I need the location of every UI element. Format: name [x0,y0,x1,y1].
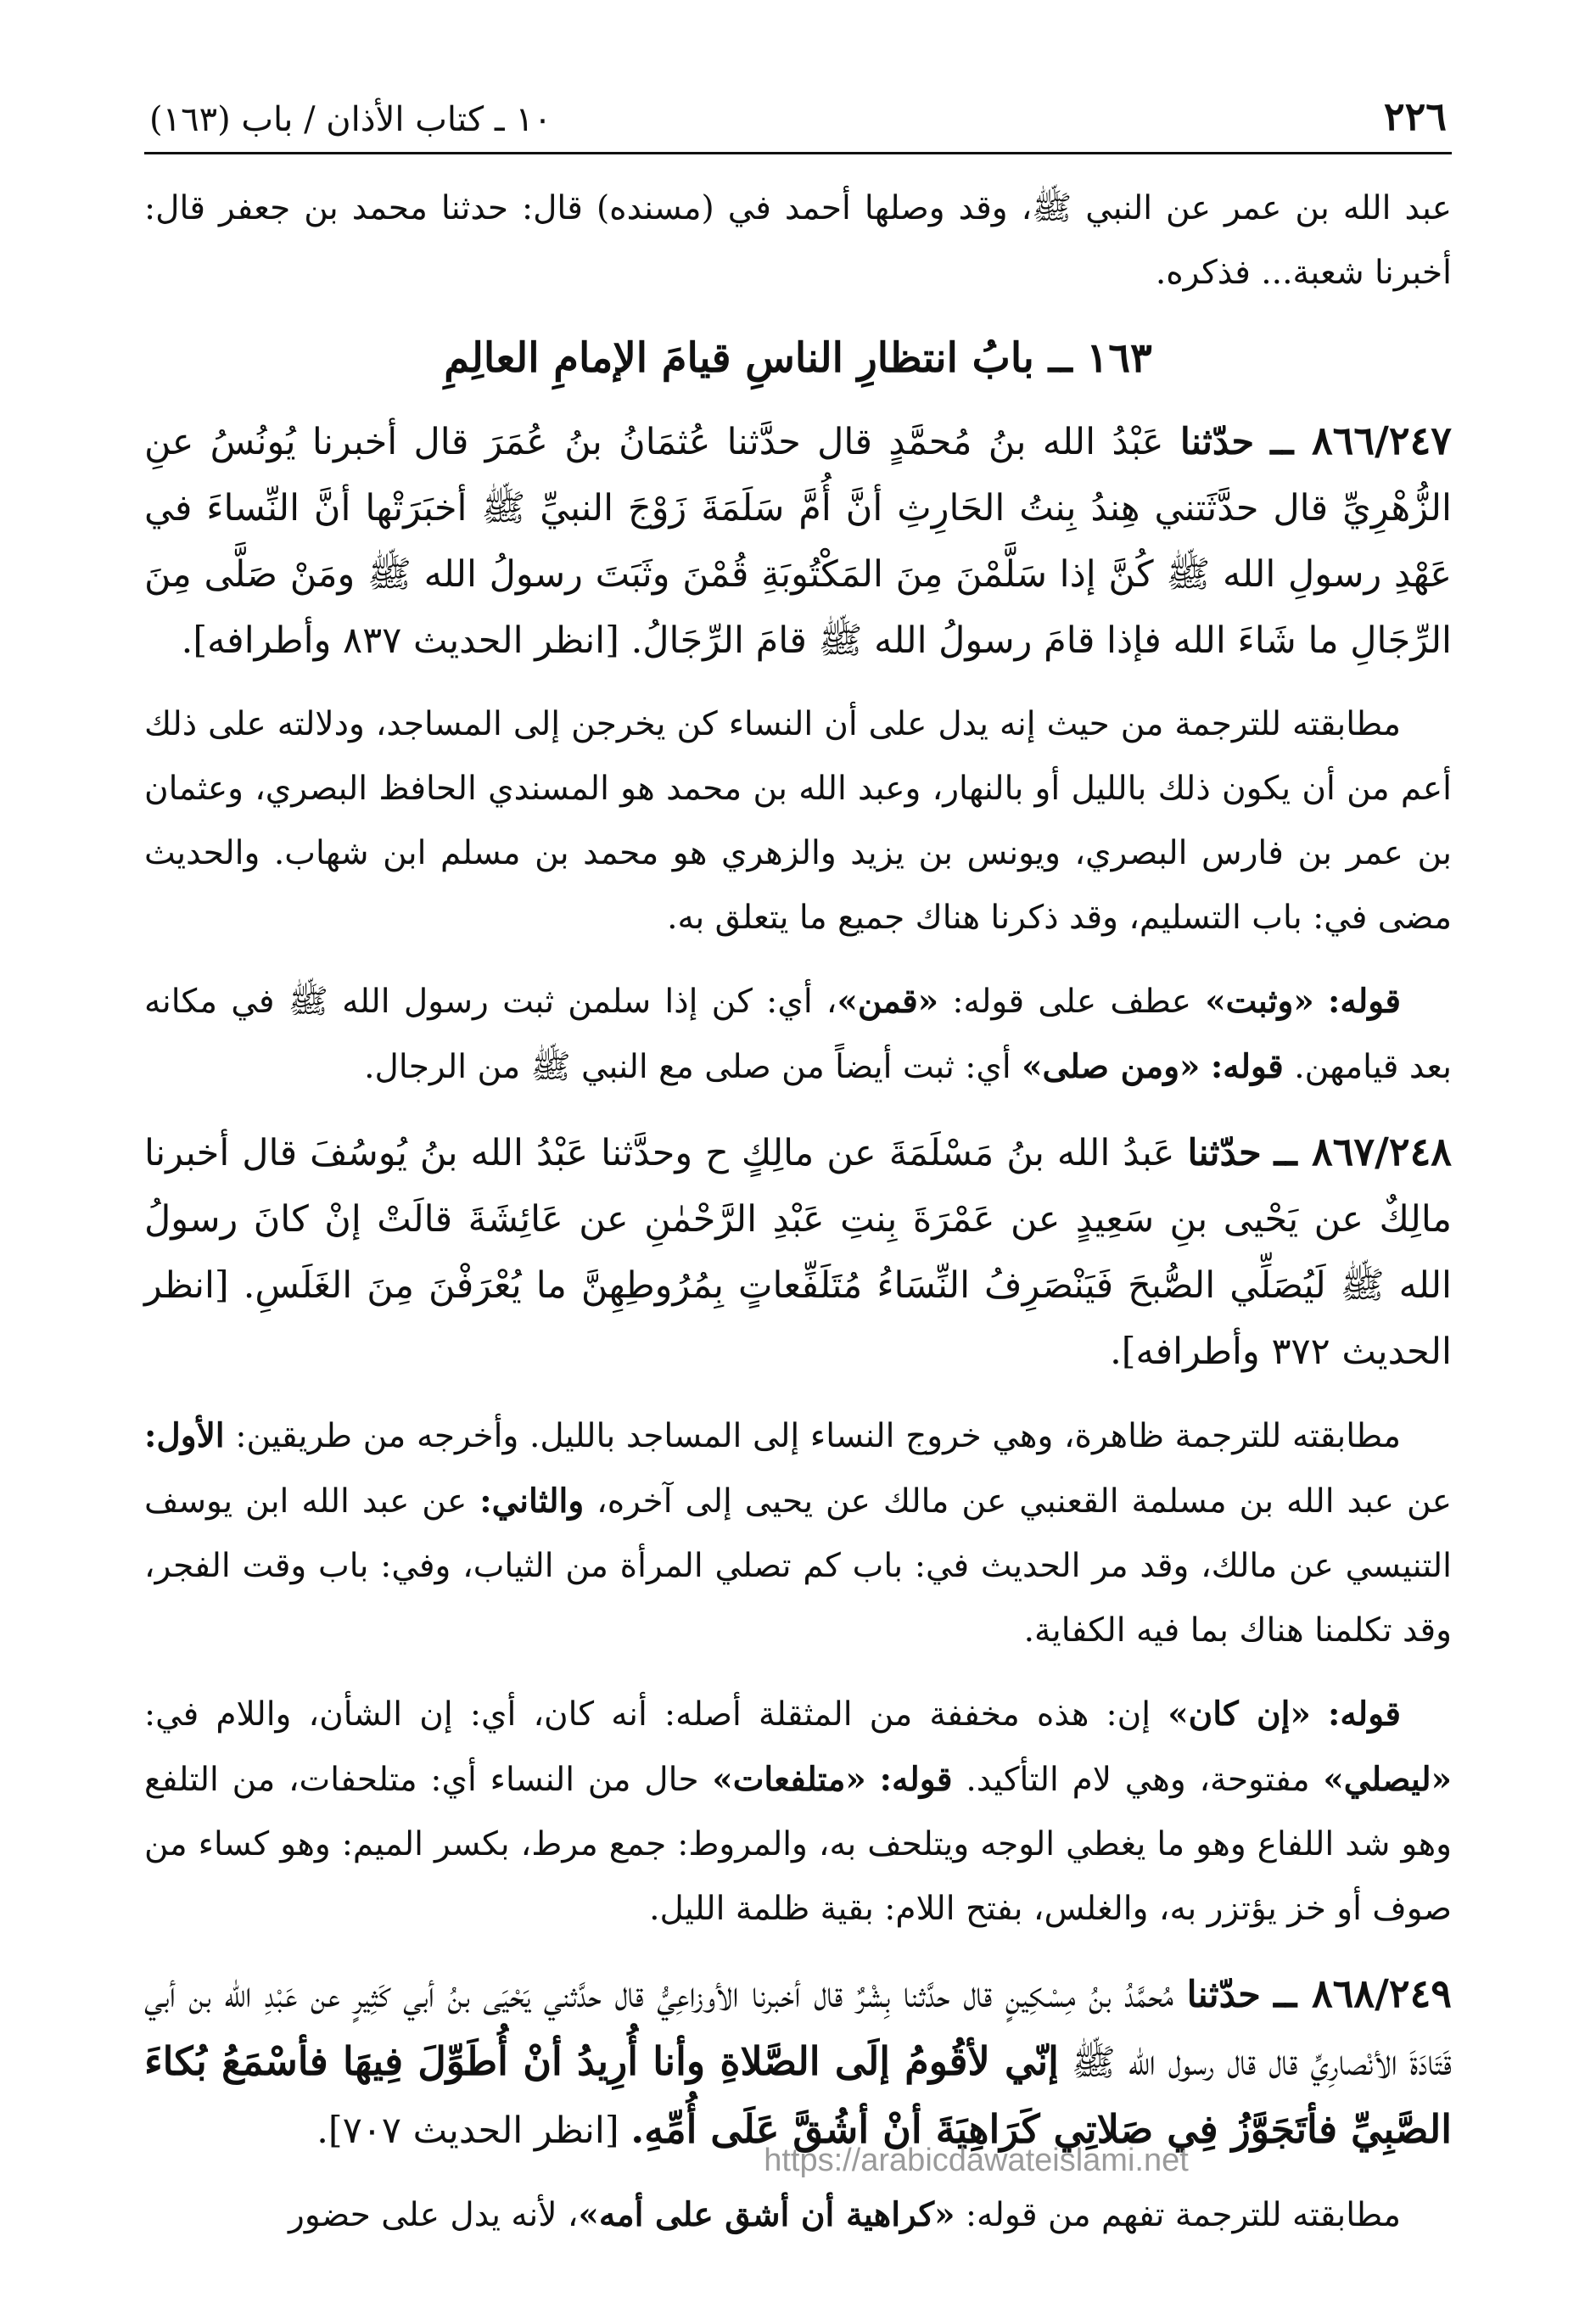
hadith-866 [144,407,1452,674]
hadith-text: عَبدُ الله بنُ مَسْلَمَةَ عن مالِكٍ ح وحدَّثنا عَبْدُ الله بنُ يُوسُفَ قال أخبرنا مالِكٌ عن يَحْيى بنِ سَعِيدٍ عن عَمْرَةَ بِنتِ عَبْدِ الرَّحْمٰنِ عن عَائِشَةَ قالَتْ إنْ كانَ رسولُ الله ﷺ لَيُصَلِّي الصُّبحَ فَيَنْصَرِفُ النِّسَاءُ مُتَلَفِّعاتٍ بِمُرُوطِهِنَّ ما يُعْرَفْنَ مِنَ الغَلَسِ. [144,1132,1452,1308]
commentary-867 [144,1404,1452,1663]
gloss-ref-term: «قمن» [837,982,939,1022]
hadith-prophetic-saying: إنّي لأقُومُ إلَى الصَّلاةِ وأنا أُرِيدُ أنْ أُطَوِّلَ فِيهَا فأسْمَعُ بُكاءَ الصَّبِيِّ فأتَجَوَّزُ فِي صَلاتِي كَرَاهِيَةَ أنْ أشُقَّ عَلَى أُمِّهِ. [144,2038,1452,2153]
first-route-text: عن عبد الله بن مسلمة القعنبي عن مالك عن يحيى إلى آخره، [596,1482,1452,1521]
commentary-term: «كراهية أن أشق على أمه» [578,2195,955,2235]
gloss-label: قوله: [1328,1695,1401,1734]
commentary-868 [144,2183,1452,2248]
hadith-reference: [انظر الحديث ٨٣٧ وأطرافه]. [181,619,619,663]
gloss-term: «إن كان» [1168,1695,1311,1734]
intro-line-1: عبد الله بن عمر عن النبي ﷺ، وقد وصلها أحمد في (مسنده) قال: حدثنا محمد بن جعفر [219,189,1452,228]
gloss-text: إن: هذه مخففة من المثقلة أصله: أنه كان، أي: إن الشأن، واللام في: [144,1695,1151,1734]
page-number: ٢٢٦ [1383,93,1447,139]
gloss-term: «ومن صلى» [1022,1047,1201,1087]
hadith-number: ٨٦٨/٢٤٩ ــ [1274,1970,1452,2017]
watermark-url: https://arabicdawateislami.net [764,2143,1189,2178]
commentary-866: مطابقته للترجمة من حيث إنه يدل على أن النساء كن يخرجن إلى المساجد، ودلالته على ذلك أعم من أن يكون ذلك بالليل أو بالنهار، وعبد الله بن محمد هو المسندي الحافظ البصري، وعثمان بن عمر بن فارس البصري، ويونس بن يزيد والزهري هو محمد بن مسلم ابن شهاب. والحديث مضى في: باب التسليم، وقد ذكرنا هناك جميع ما يتعلق به. [144,705,1452,938]
hadith-text: عَبْدُ الله بنُ مُحمَّدٍ قال حدَّثنا عُثمَانُ بنُ عُمَرَ قال أخبرنا يُونُسُ عنِ الزُّهْرِيِّ قال حدَّثَتني هِندُ بِنتُ الحَارِثِ أنَّ أُمَّ سَلَمَةَ زَوْجَ النبيِّ ﷺ أخبَرَتْها أنَّ النِّساءَ في عَهْدِ رسولِ الله ﷺ كُنَّ إذا سَلَّمْنَ مِنَ المَكْتُوبَةِ قُمْنَ وثَبَتَ رسولُ الله ﷺ ومَنْ صَلَّى مِنَ الرِّجَالِ ما شَاءَ الله فإذا قامَ رسولُ الله ﷺ قامَ الرِّجَالُ. [144,421,1452,663]
gloss-explanation: أي: ثبت أيضاً من صلى مع النبي ﷺ من الرجال. [364,1048,1011,1087]
gloss-text: مفتوحة، وهي لام التأكيد. [966,1761,1310,1800]
gloss-term: «وثبت» [1205,982,1314,1022]
commentary-text: ، لأنه يدل على حضور [288,2196,579,2235]
gloss-text: حال من النساء أي: متلحفات، من التلفع وهو شد اللفاع وهو ما يغطي الوجه ويتلحف به، والمروط: جمع مرط، بكسر الميم: وهو كساء من صوف أو خز يؤتزر به، والغلس، بفتح اللام: بقية ظلمة الليل. [144,1761,1452,1929]
gloss-label: قوله: [1210,1047,1284,1087]
running-header [144,93,1452,154]
hadith-867 [144,1118,1452,1385]
intro-line-2: قال: أخبرنا شعبة... فذكره. [144,189,1452,293]
gloss-866 [144,969,1452,1100]
chapter-title: ١٦٣ ــ بابُ انتظارِ الناسِ قيامَ الإمامِ العالِمِ [444,334,1152,383]
hadith-lead: حدّثنا [1179,421,1255,464]
gloss-term: «ليصلي» [1323,1760,1452,1800]
hadith-number: ٨٦٦/٢٤٧ ــ [1270,417,1452,464]
hadith-text: مُحمَّدُ بنُ مِسْكِينٍ قال حدَّثنا بِشْرٌ قال أخبرنا الأوزاعِيُّ قال حدَّثني يَحْيَى بنُ أبي كَثِيرٍ عن عَبْدِ الله بن أبي قَتَادَةَ الأنْصارِيِّ قال قال رسول الله ﷺ [144,1974,1453,2085]
hadith-reference: [انظر الحديث ٧٠٧]. [316,2110,619,2153]
gloss-label: قوله: [1328,982,1402,1022]
first-route-label: الأول: [144,1416,225,1456]
gloss-explanation: ، أي: كن إذا سلمن ثبت رسول الله ﷺ في مكانه بعد قيامهن. [144,983,1452,1087]
gloss-term: «متلفعات» [712,1760,866,1800]
hadith-lead: حدّثنا [1187,1132,1262,1175]
hadith-reference: [انظر الحديث ٣٧٢ وأطرافه]. [144,1264,1452,1374]
gloss-label: قوله: [879,1760,953,1800]
hadith-number: ٨٦٧/٢٤٨ ــ [1274,1129,1453,1175]
hadith-868 [144,1960,1452,2164]
commentary-text: مطابقته للترجمة ظاهرة، وهي خروج النساء إلى المساجد بالليل. وأخرجه من طريقين: [235,1417,1401,1456]
second-route-text: عن عبد الله ابن يوسف التنيسي عن مالك، وقد مر الحديث في: باب كم تصلي المرأة من الثياب، وفي: باب وقت الفجر، وقد تكلمنا هناك بما فيه الكفاية. [144,1482,1452,1650]
gloss-text: عطف على قوله: [952,983,1191,1022]
running-title: ١٠ ـ كتاب الأذان / باب (١٦٣) [149,100,552,140]
gloss-867 [144,1682,1452,1942]
intro-paragraph [144,177,1452,305]
hadith-lead: حدّثنا [1186,1974,1261,2017]
second-route-label: والثاني: [479,1482,585,1521]
commentary-text: مطابقته للترجمة تفهم من قوله: [965,2196,1401,2235]
